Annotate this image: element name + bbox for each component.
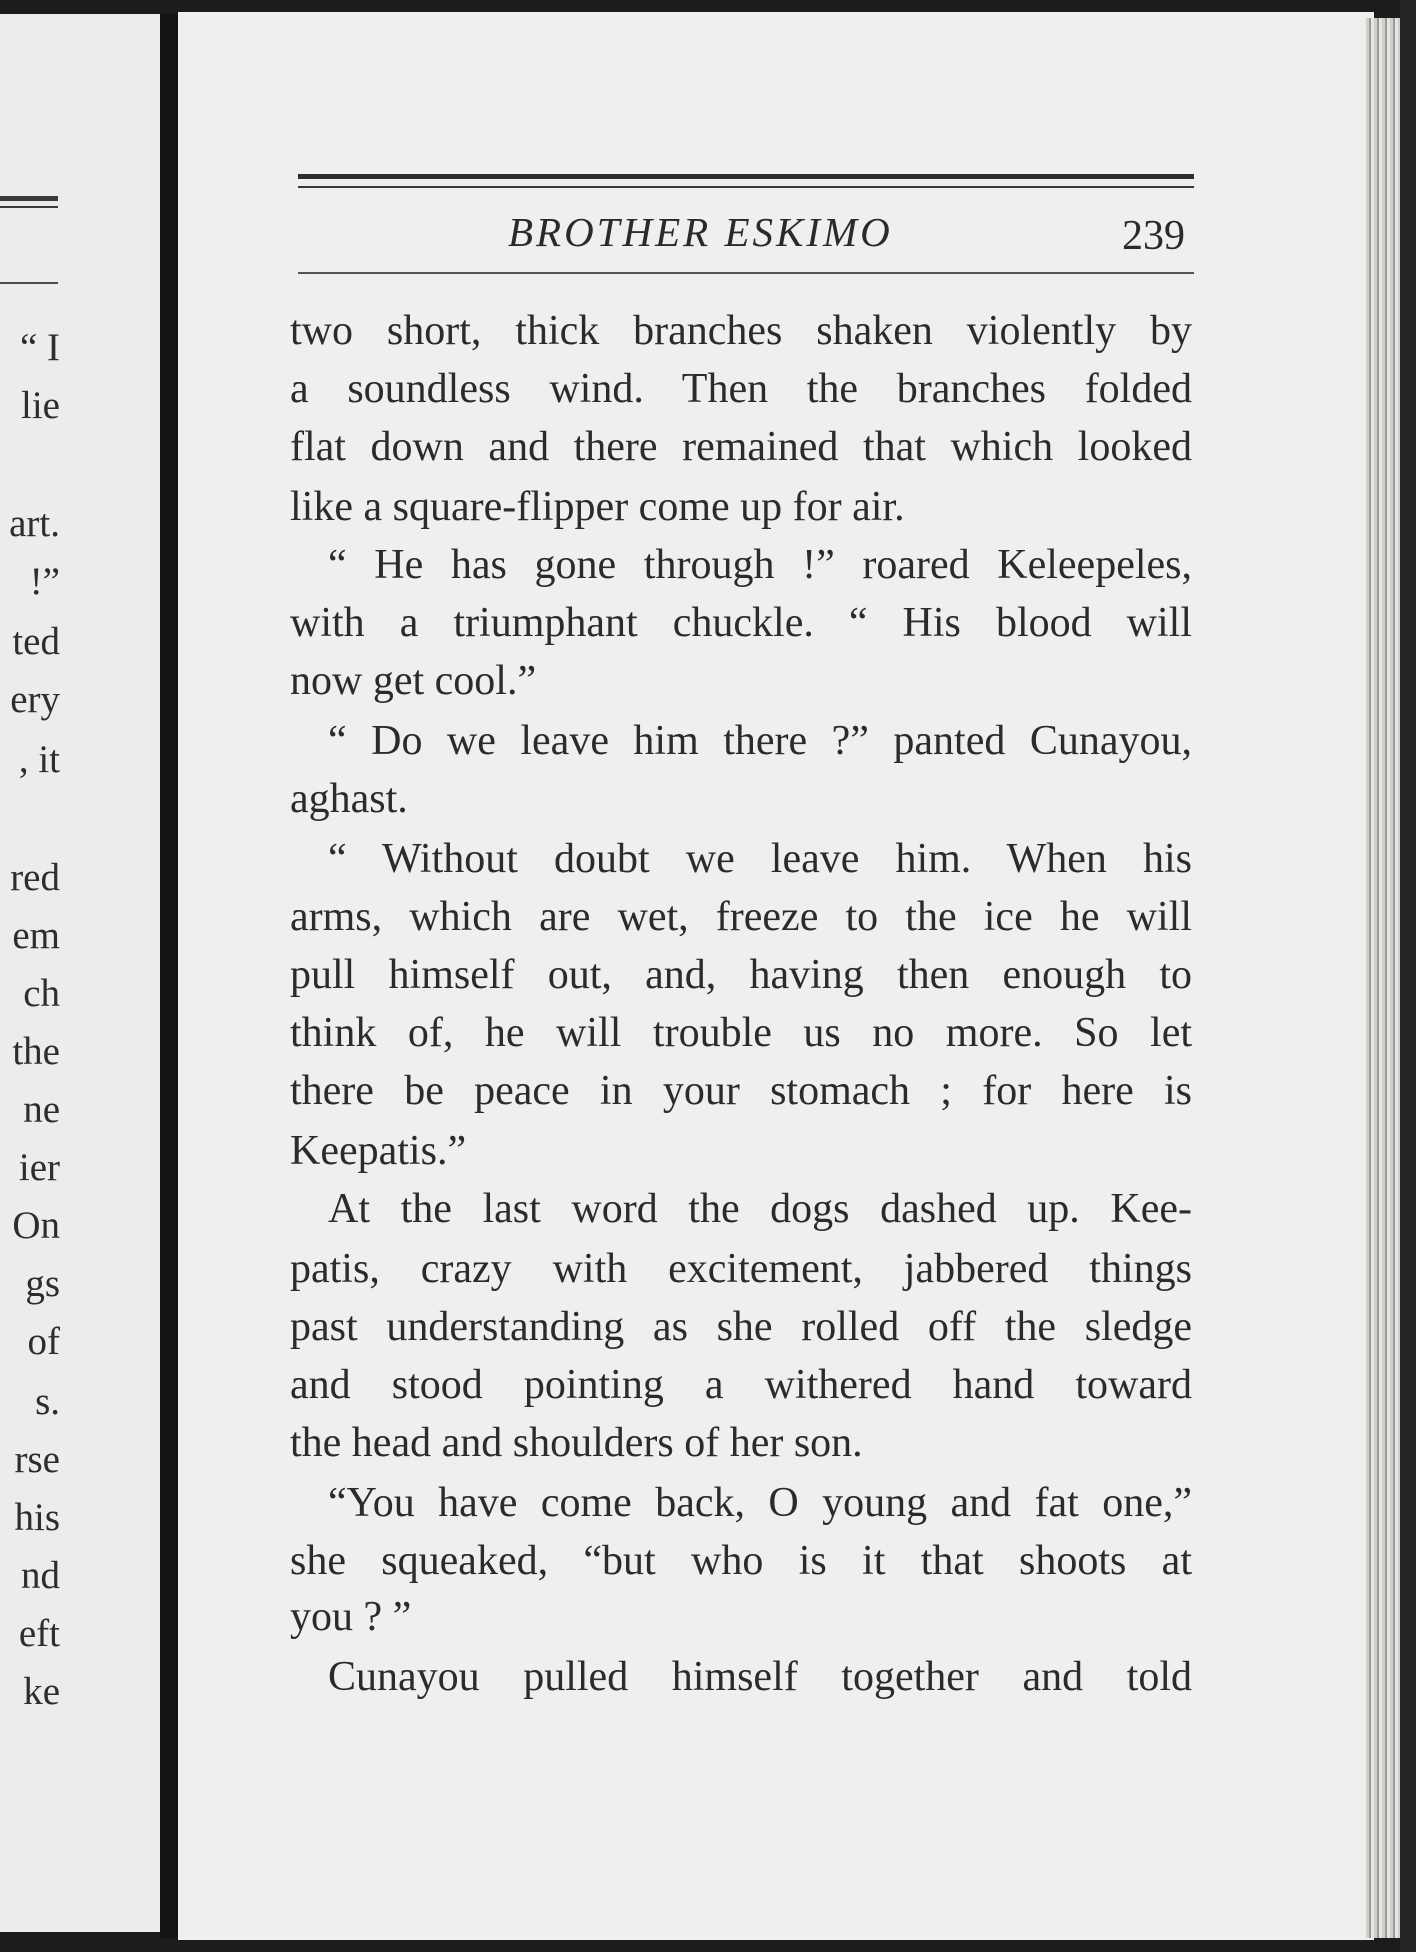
left-text-fragment: ery bbox=[10, 678, 60, 721]
header-rule-thin bbox=[298, 186, 1194, 188]
text-line: At the last word the dogs dashed up. Kee- bbox=[328, 1186, 1192, 1232]
text-line: past understanding as she rolled off the sledge bbox=[290, 1304, 1192, 1350]
left-text-fragment: eft bbox=[18, 1612, 60, 1655]
left-text-fragment: “ I bbox=[19, 326, 60, 369]
left-text-fragment: his bbox=[14, 1496, 60, 1539]
left-text-fragment: gs bbox=[25, 1262, 60, 1305]
text-line: arms, which are wet, freeze to the ice he will bbox=[290, 894, 1192, 940]
text-line: “You have come back, O young and fat one,” bbox=[328, 1480, 1192, 1526]
text-line: patis, crazy with excitement, jabbered things bbox=[290, 1246, 1192, 1292]
left-text-fragment: lie bbox=[21, 384, 60, 427]
text-line: pull himself out, and, having then enough to bbox=[290, 952, 1192, 998]
page-number: 239 bbox=[1122, 213, 1185, 259]
left-text-fragment: art. bbox=[9, 502, 60, 545]
left-text-fragment: em bbox=[12, 914, 60, 957]
left-text-fragment: ted bbox=[12, 620, 60, 663]
left-page bbox=[0, 14, 172, 1932]
text-line: she squeaked, “but who is it that shoots at bbox=[290, 1538, 1192, 1584]
left-text-fragment: of bbox=[27, 1320, 60, 1363]
text-line: aghast. bbox=[290, 776, 408, 822]
text-line: flat down and there remained that which looked bbox=[290, 424, 1192, 470]
text-line: Keepatis.” bbox=[290, 1128, 467, 1174]
text-line: think of, he will trouble us no more. So let bbox=[290, 1010, 1192, 1056]
text-line: two short, thick branches shaken violently by bbox=[290, 308, 1192, 354]
left-header-rule-bottom bbox=[0, 282, 58, 284]
page-edge-shadow bbox=[1400, 0, 1416, 1952]
text-line: a soundless wind. Then the branches folded bbox=[290, 366, 1192, 412]
left-header-rule bbox=[0, 196, 58, 201]
left-text-fragment: ke bbox=[23, 1670, 60, 1713]
text-line: “ Do we leave him there ?” panted Cunayou, bbox=[328, 718, 1192, 764]
left-text-fragment: red bbox=[10, 856, 60, 899]
text-line: with a triumphant chuckle. “ His blood will bbox=[290, 600, 1192, 646]
left-text-fragment: nd bbox=[21, 1554, 60, 1597]
page-edges bbox=[1366, 18, 1402, 1938]
left-header-rule-thin bbox=[0, 206, 58, 208]
left-text-fragment: rse bbox=[14, 1438, 60, 1481]
left-text-fragment: ne bbox=[23, 1088, 60, 1131]
text-line: there be peace in your stomach ; for here is bbox=[290, 1068, 1192, 1114]
left-text-fragment: On bbox=[12, 1204, 60, 1247]
header-rule-thick bbox=[298, 174, 1194, 179]
left-text-fragment: the bbox=[12, 1030, 60, 1073]
text-line: now get cool.” bbox=[290, 658, 537, 704]
text-line: and stood pointing a withered hand toward bbox=[290, 1362, 1192, 1408]
text-line: “ Without doubt we leave him. When his bbox=[328, 836, 1192, 882]
left-text-fragment: !” bbox=[29, 560, 60, 603]
text-line: the head and shoulders of her son. bbox=[290, 1420, 863, 1466]
header-rule-bottom bbox=[298, 272, 1194, 274]
text-line: Cunayou pulled himself together and told bbox=[328, 1654, 1192, 1700]
left-text-fragment: s. bbox=[35, 1380, 60, 1423]
running-head: BROTHER ESKIMO bbox=[508, 209, 893, 255]
text-line: like a square-flipper come up for air. bbox=[290, 484, 905, 530]
left-text-fragment: ch bbox=[23, 972, 60, 1015]
left-text-fragment: ier bbox=[18, 1146, 60, 1189]
left-text-fragment: , it bbox=[18, 738, 60, 781]
text-line: “ He has gone through !” roared Keleepeles, bbox=[328, 542, 1192, 588]
text-line: you ? ” bbox=[290, 1594, 412, 1640]
